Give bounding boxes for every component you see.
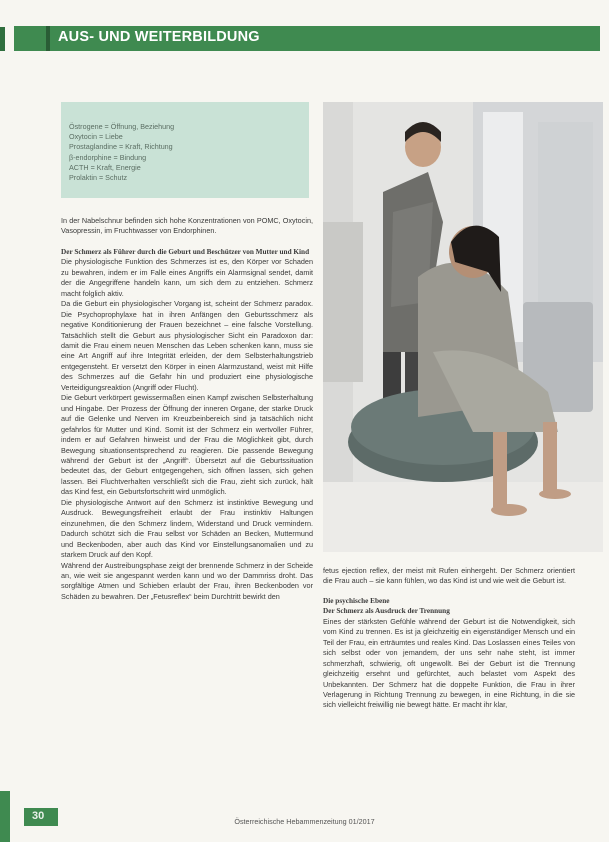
glossary-item: β-endorphine = Bindung [69, 152, 147, 162]
body-paragraph: Eines der stärksten Gefühle während der Geburt ist die Notwendigkeit, sich vom Kind zu trennen. Es ist ja gleichzeitig ein eigenständiger Mensch und ein Teil der Frau, ein erträumtes und reales Kind. Das Loslassen eines Teiles von sich selbst oder von jemandem, der uns sehr nahe steht, ist immer schmerzhaft, schwierig, oft ungewollt. Bei der Geburt ist die Trennung gleichzeitig ersehnt und gefürchtet, auch belastet vom Aspekt des Unbekannten. Der Schmerz hat die doppelte Funktion, die Frau in ihrer Verlagerung in Richtung Trennung zu bewegen, in eine Richtung, in die sie sich vielleicht freiwillig nie bewegt hätte. Er macht ihr klar, [323, 616, 575, 710]
section-title: AUS- UND WEITERBILDUNG [58, 29, 260, 45]
body-paragraph: Da die Geburt ein physiologischer Vorgang ist, scheint der Schmerz paradox. Die Psychoprophylaxe hat in ihren Anfängen den Geburtsschmerz als negative Konditionierung der Frauen bezeichnet – eine falsche Vorstellung. Tatsächlich stellt die Geburt aus physiologischer Sicht ein Paradoxon dar: damit die Frau einem neuen Menschen das Leben schenken kann, muss sie eine Art Angriff auf ihre Integrität erleiden, der dem Selbsterhaltungstrieb entgegensteht. Er versetzt den Körper in einen Alarmzustand, weist mit Hilfe des Schmerzes auf die Gefahr hin und produziert eine physiologische Verteidigungsreaktion (Angriff oder Flucht). [61, 299, 313, 392]
left-text-column [61, 216, 313, 602]
glossary-item: Östrogene = Öffnung, Beziehung [69, 122, 175, 131]
section-subheading: Der Schmerz als Ausdruck der Trennung [323, 607, 450, 616]
hormone-glossary-box [61, 102, 309, 198]
glossary-item: Prostaglandine = Kraft, Richtung [69, 142, 173, 152]
birth-support-photo [323, 102, 603, 552]
photo-illustration [323, 102, 603, 552]
body-paragraph: Während der Austreibungsphase zeigt der brennende Schmerz in der Scheide an, wie weit sie angespannt werden kann und wo der Dammriss droht. Das sorgfältige Atmen und Schieben erlaubt der Frau, ihren Beckenboden vor Schäden zu bewahren. Der „Fetusreflex“ beim Durchtritt bewirkt den [61, 560, 313, 601]
right-text-column [323, 566, 575, 711]
body-paragraph: Die physiologische Antwort auf den Schmerz ist instinktive Bewegung und Ausdruck. Bewegungsfreiheit erlaubt der Frau instinktiv Haltungen einzunehmen, die den Schmerz lindern, Widerstand und Druck vermindern. Dadurch schützt sich die Frau selbst vor Schäden an Becken, Muttermund und Beckenboden, aber auch das Kind vor Einstellungsanomalien und zu starkem Druck auf den Kopf. [61, 497, 313, 560]
header-side-tab [0, 27, 5, 51]
body-paragraph: fetus ejection reflex, der meist mit Rufen einhergeht. Der Schmerz orientiert die Frau auch – sie kann fühlen, wo das Kind ist und wie weit die Geburt ist. [323, 566, 575, 586]
page-number: 30 [32, 810, 45, 822]
publication-footer: Österreichische Hebammenzeitung 01/2017 [234, 817, 375, 826]
intro-paragraph: In der Nabelschnur befinden sich hohe Konzentrationen von POMC, Oxytocin, Vasopressin, im Fruchtwasser von Endorphinen. [61, 216, 313, 236]
body-paragraph: Die physiologische Funktion des Schmerzes ist es, den Körper vor Schaden zu bewahren, indem er im Falle eines Angriffs ein Alarmsignal sendet, damit der die Angegriffene handeln kann, um sich dem zu entziehen. Schmerz macht folglich aktiv. [61, 257, 313, 298]
glossary-item: ACTH = Kraft, Energie [69, 162, 141, 172]
section-heading: Die psychische Ebene [323, 596, 390, 605]
section-heading: Der Schmerz als Führer durch die Geburt und Beschützer von Mutter und Kind [61, 247, 310, 256]
hormone-glossary-list [69, 122, 174, 183]
glossary-item: Prolaktin = Schutz [69, 173, 128, 183]
glossary-item: Oxytocin = Liebe [69, 132, 123, 142]
header-accent-bar [46, 26, 50, 51]
body-paragraph: Die Geburt verkörpert gewissermaßen einen Kampf zwischen Selbsterhaltung und Hingabe. Der Prozess der Öffnung der inneren Organe, der starke Druck auf die Gelenke und Nerven im Kreuzbeinbereich sind ja tatsächlich nicht gefahrlos für Mutter und Kind. Somit ist der Schmerz ein wertvoller Führer, indem er auf Gefahren hinweist und der Frau die Möglichkeit gibt, durch Bewegung situationsentsprechend zu reagieren. Die passende Bewegung während der Geburt ist der „Angriff“. Übersetzt auf die Geburtssituation bedeutet das, der Geburt entgegengehen, sich öffnen lassen, sich gehen lassen. Bei Fluchtverhalten verschließt sich die Frau, zieht sich zurück, hält das Kind fest, ein Geburtsfortschritt wird unmöglich. [61, 393, 313, 497]
